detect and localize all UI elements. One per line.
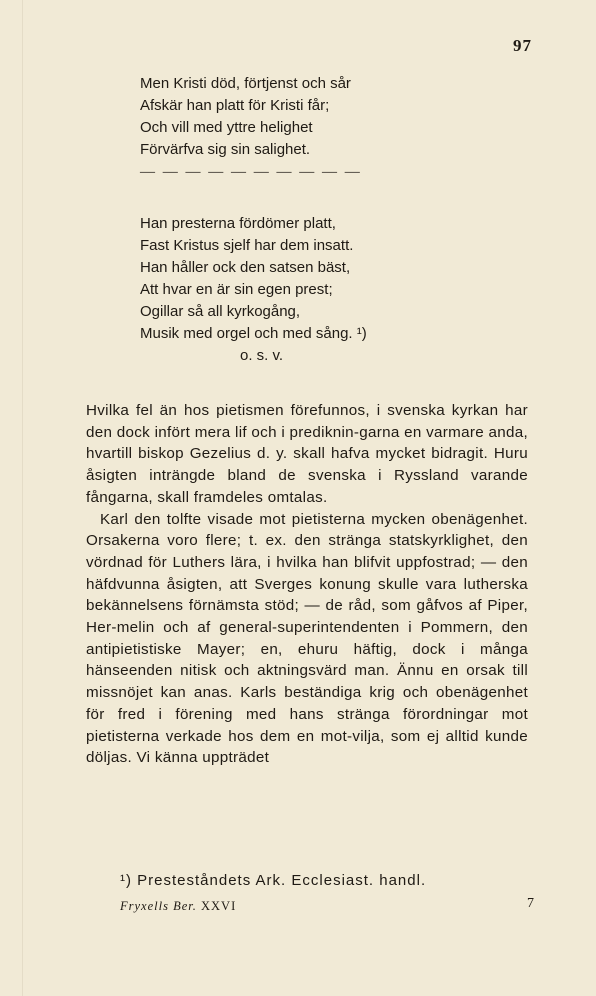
page-number: 97 (513, 36, 532, 55)
paragraph: Karl den tolfte visade mot pietisterna mycken obenägenhet. Orsakerna voro flere; t. ex. den stränga statskyrklighet, den vördnad för Luthers lära, i hvilka han blifvit uppfostrad; — den häfdvunna åsigten, att Sverges konung skulle vara lutherska bekännelsens förnämsta stöd; — de råd, som gåfvos af Piper, Her-melin och af general-superintendenten i Pommern, den antipietistiske Mayer; en, ehuru häftig, dock i många hänseenden nitisk och aktningsvärd man. Ännu en orsak till missnöjet kan anas. Karls beständiga krig och obenägenhet för fred i förening med hans stränga förordningar mot pietisterna verkade hos dem en mot-vilja, som ej alltid kunde döljas. Vi känna uppträdet (86, 510, 528, 767)
verse-line: Afskär han platt för Kristi får; (140, 97, 330, 114)
verse-line: Och vill med yttre helighet (140, 119, 313, 136)
signature-mark: 7 (527, 896, 534, 911)
verse-line: Musik med orgel och med sång. ¹) (140, 325, 367, 342)
footnote: ¹) Presteståndets Ark. Ecclesiast. handl. (120, 872, 427, 889)
paragraph: Hvilka fel än hos pietismen förefunnos, i svenska kyrkan har den dock infört mera lif och i prediknin-garna en varmare anda, hvartill biskop Gezelius d. y. skall hafva mycket bidragit. Huru åsigten inträngde bland de svenska i Ryssland varande fångarna, skall framdeles omtalas. (86, 402, 528, 506)
printer-signature (120, 899, 236, 914)
verse-line: Han presterna fördömer platt, (140, 215, 336, 232)
verse-closing: o. s. v. (240, 347, 284, 364)
signature-author: Fryxells Ber. (120, 899, 197, 913)
verse-line: Ogillar så all kyrkogång, (140, 303, 301, 320)
verse-line: Han håller ock den satsen bäst, (140, 259, 351, 276)
verse-line: Fast Kristus sjelf har dem insatt. (140, 237, 354, 254)
verse-stanza-2 (140, 213, 440, 367)
omission-dashes: — — — — — — — — — — (140, 164, 362, 180)
verse-stanza-1 (140, 73, 440, 161)
verse-line: Men Kristi död, förtjenst och sår (140, 75, 351, 92)
verse-line: Förvärfva sig sin salighet. (140, 141, 311, 158)
signature-volume: XXVI (201, 899, 237, 913)
verse-line: Att hvar en är sin egen prest; (140, 281, 333, 298)
gutter-line (22, 0, 23, 996)
body-text (86, 400, 528, 769)
